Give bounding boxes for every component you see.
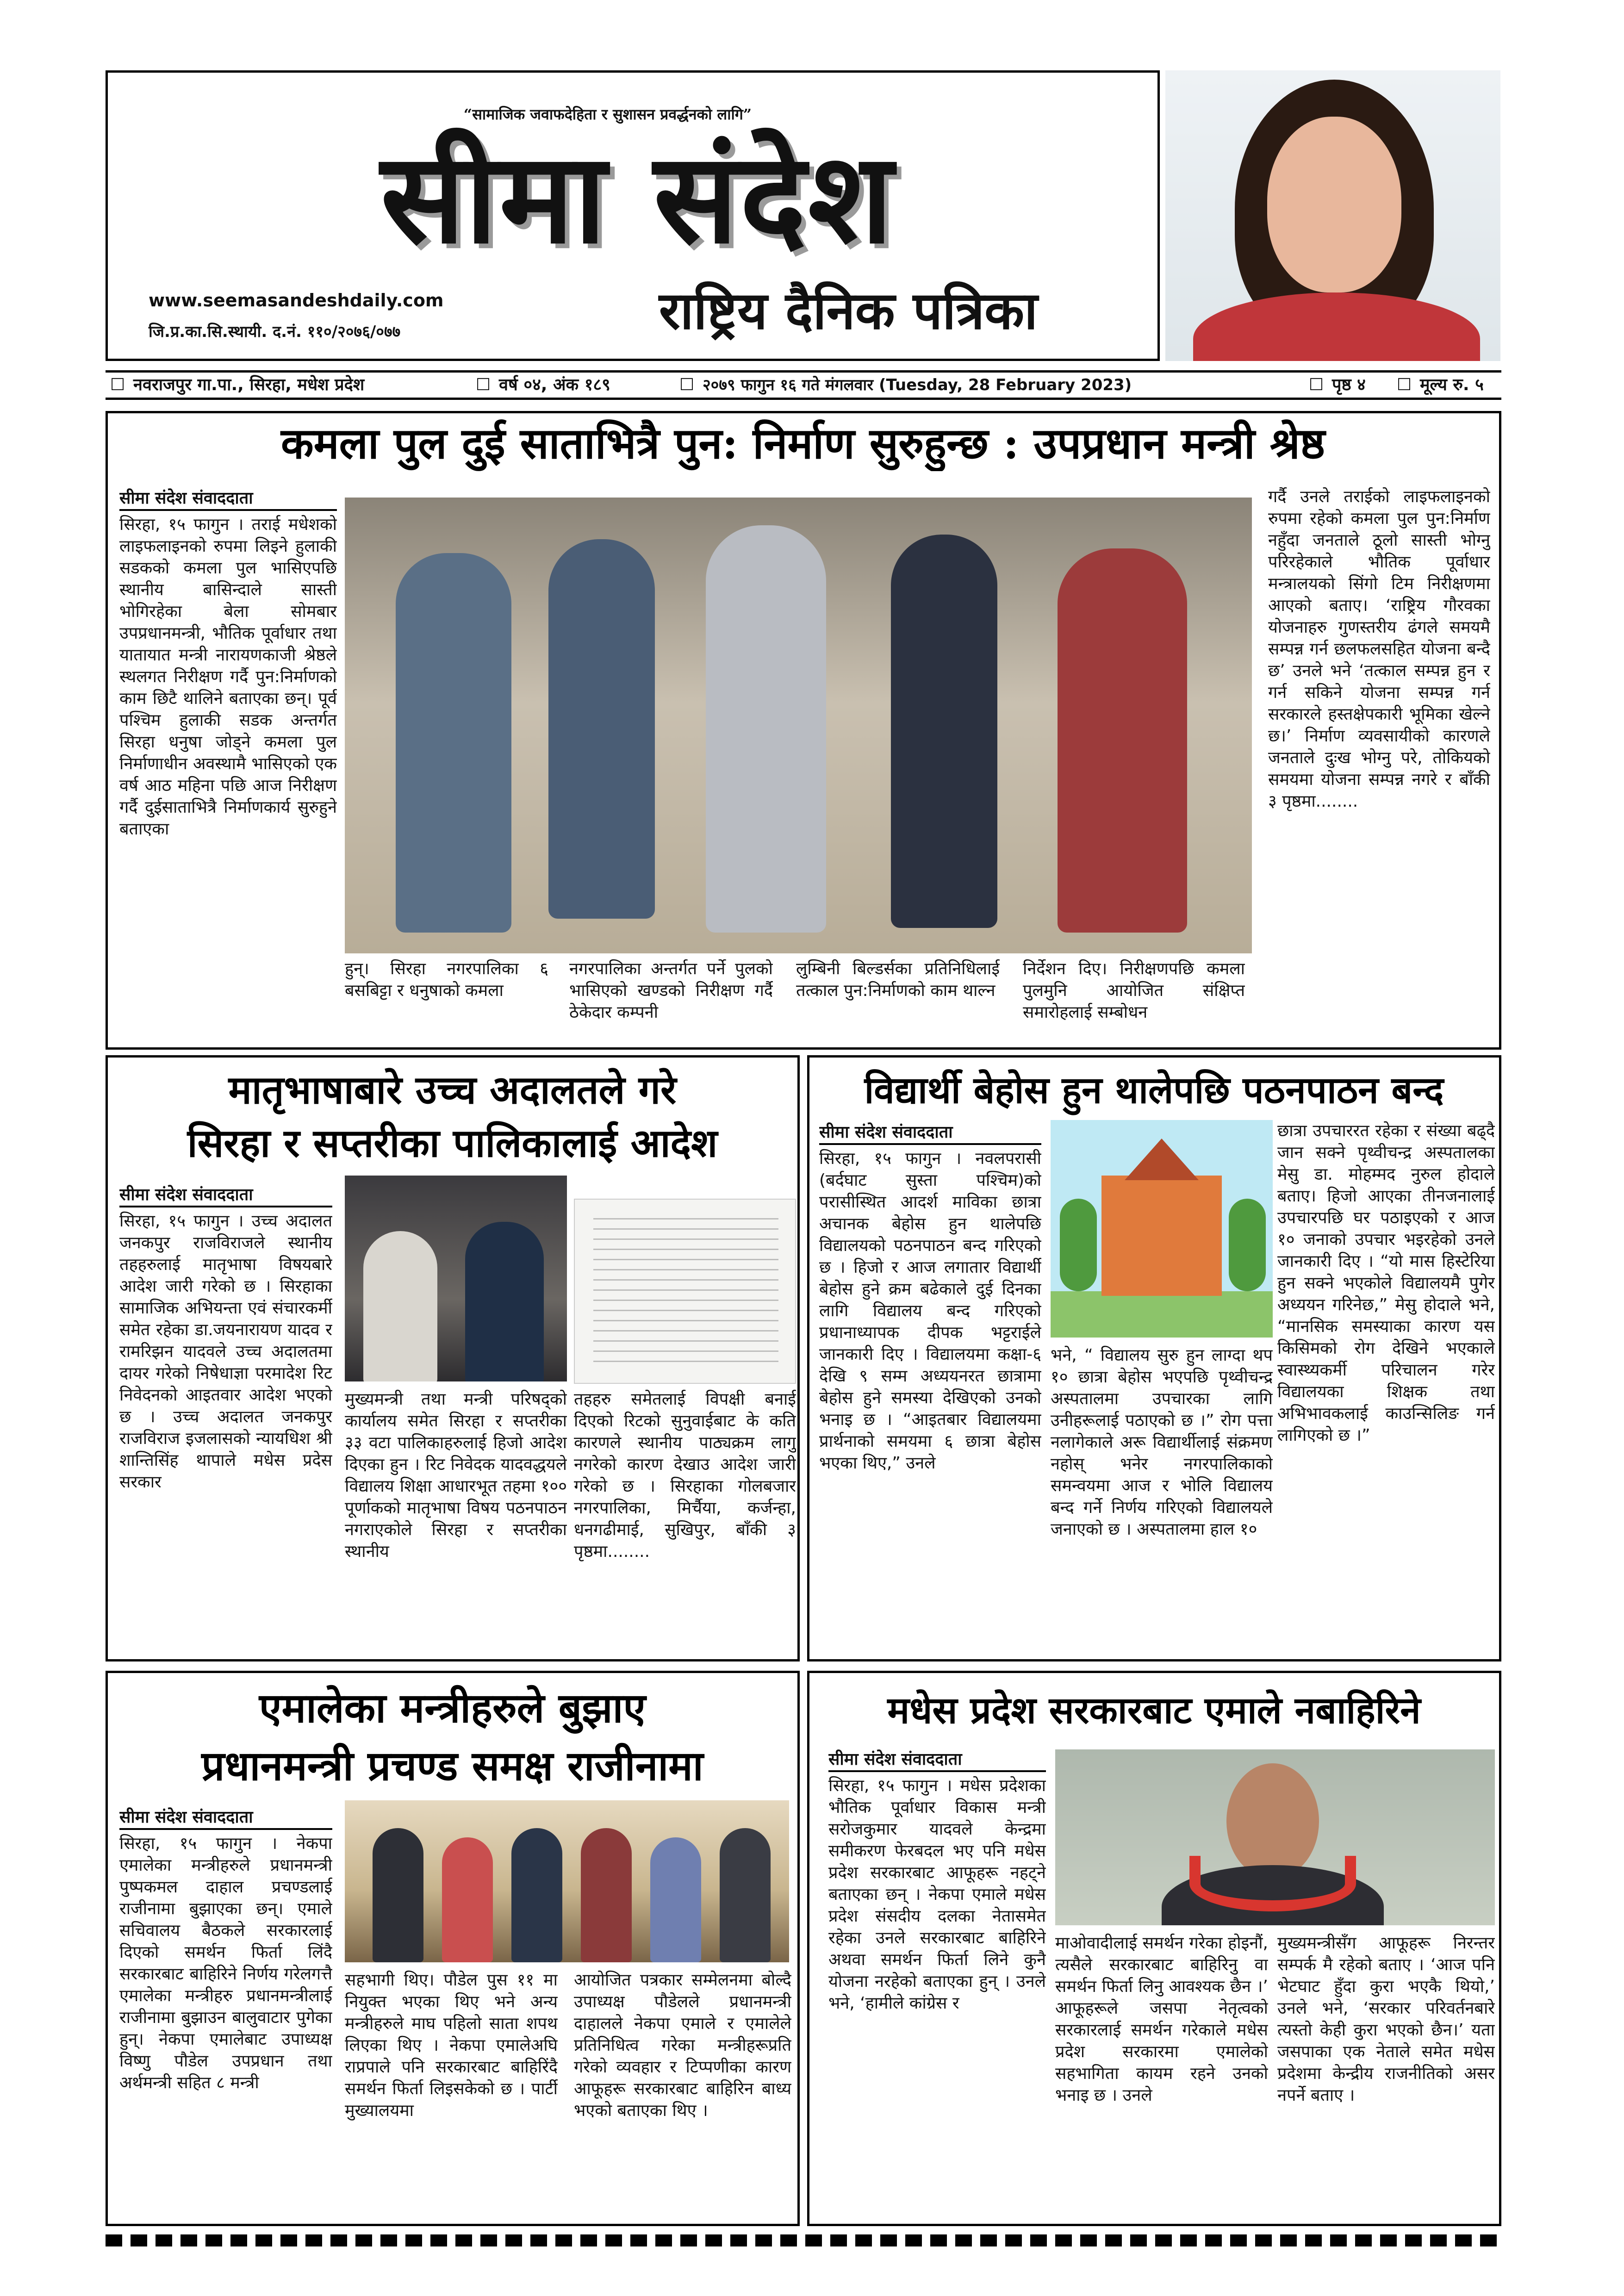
masthead-portrait-photo: [1165, 70, 1500, 361]
article-5-col-3: मुख्यमन्त्रीसँग आफूहरू निरन्तर सम्पर्क मै रहेको बताए । ‘आज पनि भेटघाट हुँदा कुरा भएकै थियो,’ उनले भने, ‘सरकार परिवर्तनबारे त्यस्तो केही कुरा भएको छैन।’ यता जसपाका एक नेताले समेत मधेस प्रदेशमा केन्द्रीय राजनीतिको असर नपर्ने बताए ।: [1277, 1934, 1495, 2105]
article-3-headline: विद्यार्थी बेहोस हुन थालेपछि पठनपाठन बन्द: [864, 1068, 1444, 1112]
illustration-building: [1101, 1176, 1222, 1296]
info-page: पृष्ठ ४: [1332, 375, 1366, 394]
photo-garland: [1189, 1856, 1356, 1911]
info-date: २०७९ फागुन १६ गते मंगलवार (Tuesday, 28 February 2023): [703, 376, 1132, 394]
article-1-col-1: सिरहा, १५ फागुन । तराई मधेशको लाइफलाइनको रुपमा लिइने हुलाकी सडकको कमला पुल भासिएपछि स्थानीय बासिन्दाले सास्ती भोगिरहेका बेला सोमबार उपप्रधानमन्त्री, भौतिक पूर्वाधार तथा यातायात मन्त्री नारायणकाजी श्रेष्ठले स्थलगत निरीक्षण गर्दै पुन:निर्माणको काम छिटै थालिने बताएका छन्। पूर्व पश्चिम हुलाकी सडक अन्तर्गत सिरहा धनुषा जोड्ने कमला पुल निर्माणाधीन अवस्थामै भासिएको एक वर्ष आठ महिना पछि आज निरीक्षण गर्दै दुईसाताभित्रै निर्माणकार्य सुरुहुने बताएका: [119, 515, 337, 839]
article-1-col-4: लुम्बिनी बिल्डर्सका प्रतिनिधिलाई तत्काल पुन:निर्माणको काम थाल्न: [796, 959, 1000, 1000]
illustration-ground: [1051, 1291, 1273, 1338]
bullet-icon: ☐: [110, 375, 125, 394]
article-3-col-1: सिरहा, १५ फागुन । नवलपरासी (बर्दघाट सुस्ता पश्चिम)को परासीस्थित आदर्श माविका छात्रा अचानक बेहोस हुन थालेपछि विद्यालयको पठनपाठन बन्द गरिएको छ । हिजो र आज लगातार विद्यार्थी बेहोस हुने क्रम बढेकाले दुई दिनका लागि विद्यालय बन्द गरिएको प्रधानाध्यापक दीपक भट्टराईले जानकारी दिए । विद्यालयमा कक्षा-६ देखि ९ सम्म अध्ययनरत छात्रामा बेहोस हुने समस्या देखिएको उनको भनाइ छ । “आइतबार विद्यालयमा प्रार्थनाको समयमा ६ छात्रा बेहोस भएका थिए,” उनले: [819, 1149, 1041, 1473]
article-2-photo-meeting: [345, 1176, 567, 1381]
article-3-col-3: छात्रा उपचाररत रहेका र संख्या बढ्दै जान सक्ने पृथ्वीचन्द्र अस्पतालका मेसु डा. मोहम्मद नुरुल होदाले बताए। हिजो आएका तीनजनालाई उपचारपछि घर पठाइएको र आज १० जनाको उपचार भइरहेको उनले जानकारी दिए । “यो मास हिस्टेरिया हुन सक्ने भएकोले विद्यालयमै पुगेर अध्ययन गरिनेछ,” मेसु होदाले भने, “मानसिक समस्याका कारण यस किसिमको रोग देखिने भएकाले स्वास्थ्यकर्मी परिचालन गरेर विद्यालयका शिक्षक तथा अभिभावकलाई काउन्सिलिङ गर्न लागिएको छ ।”: [1277, 1121, 1495, 1445]
article-1-headline: कमला पुल दुई साताभित्रै पुन: निर्माण सुरुहुन्छ : उपप्रधान मन्त्री श्रेष्ठ: [280, 418, 1325, 468]
article-1-photo: [345, 498, 1252, 953]
illustration-roof: [1125, 1139, 1199, 1180]
photo-person: [363, 1231, 437, 1381]
masthead-website: www.seemasandeshdaily.com: [149, 290, 444, 311]
photo-person: [548, 539, 655, 919]
article-1-col-5: निर्देशन दिए। निरीक्षणपछि कमला पुलमुनि आयोजित संक्षिप्त समारोहलाई सम्बोधन: [1023, 959, 1245, 1022]
masthead-tagline: “सामाजिक जवाफदेहिता र सुशासन प्रवर्द्धनको लागि”: [463, 106, 752, 123]
photo-person: [720, 1828, 771, 1962]
photo-person: [511, 1828, 562, 1962]
photo-person: [1058, 548, 1187, 933]
illustration-tree: [1060, 1199, 1097, 1291]
article-4-col-2: सहभागी थिए। पौडेल पुस ११ मा नियुक्त भएका थिए भने अन्य मन्त्रीहरुले माघ पहिलो साता शपथ लिएका थिए । नेकपा एमालेअघि राप्रपाले पनि सरकारबाट बाहिरिंदै समर्थन फिर्ता लिइसकेको छ । पार्टी मुख्यालयमा: [345, 1971, 558, 2120]
masthead-subtitle: राष्ट्रिय दैनिक पत्रिका: [659, 280, 1038, 341]
article-5-headline: मधेस प्रदेश सरकारबाट एमाले नबाहिरिने: [887, 1688, 1421, 1732]
article-1-byline: सीमा संदेश संवाददाता: [119, 486, 337, 511]
article-2-col-2: मुख्यमन्त्री तथा मन्त्री परिषद्को कार्यालय समेत सिरहा र सप्तरीका ३३ वटा पालिकाहरुलाई हिजो आदेश दिएका हुन । रिट निवेदक यादवद्धयले विद्यालय शिक्षा आधारभूत तहमा १०० पूर्णाकको मातृभाषा विषय पठनपाठन नगराएकोले सिरहा र सप्तरीका स्थानीय: [345, 1390, 567, 1561]
masthead-title: सीमा संदेश: [380, 124, 895, 271]
article-2-col-1: सिरहा, १५ फागुन । उच्च अदालत जनकपुर राजविराजले स्थानीय तहहरुलाई मातृभाषा विषयबारे आदेश जारी गरेको छ । सिरहाका सामाजिक अभियन्ता एवं संचारकर्मी समेत रहेका डा.जयनारायण यादव र रामरिझन यादवले उच्च अदालतमा दायर गरेको निषेधाज्ञा परमादेश रिट निवेदनको आइतवार आदेश भएको छ । उच्च अदालत जनकपुर राजविराज इजलासको न्यायधिश श्री शान्तिसिंह थापाले मधेस प्रदेस सरकार: [119, 1212, 332, 1492]
article-5-col-2: माओवादीलाई समर्थन गरेका होइनौं, त्यसैले सरकारबाट बाहिरिनु वा समर्थन फिर्ता लिनु आवश्यक छैन ।’ आफूहरूले जसपा नेतृत्वको सरकारलाई समर्थन गरेकाले मधेस प्रदेश सरकारमा एमालेको सहभागिता कायम रहने उनको भनाइ छ । उनले: [1055, 1934, 1268, 2105]
article-3-byline: सीमा संदेश संवाददाता: [819, 1120, 1041, 1145]
article-4-headline-line-2: प्रधानमन्त्री प्रचण्ड समक्ष राजीनामा: [201, 1742, 703, 1790]
info-volume: वर्ष ०४, अंक १८९: [499, 375, 610, 394]
bullet-icon: ☐: [1309, 375, 1324, 394]
article-1-col-3: नगरपालिका अन्तर्गत पर्ने पुलको भासिएको खण्डको निरीक्षण गर्दै ठेकेदार कम्पनी: [569, 959, 773, 1022]
photo-person: [442, 1837, 493, 1962]
illustration-tree: [1229, 1199, 1266, 1291]
info-bar: [106, 370, 1501, 400]
article-4-photo: [345, 1800, 789, 1962]
masthead-registration: जि.प्र.का.सि.स्थायी. द.नं. ११०/२०७६/०७७: [149, 323, 401, 341]
masthead: [106, 70, 1160, 361]
bullet-icon: ☐: [679, 375, 695, 394]
article-2-photo-court-order: [574, 1199, 796, 1384]
article-5-photo: [1055, 1749, 1495, 1925]
article-3-school-illustration: [1051, 1120, 1273, 1338]
photo-person: [891, 535, 997, 928]
portrait-face: [1267, 117, 1401, 292]
bullet-icon: ☐: [1397, 375, 1412, 394]
article-1-col-6: गर्दै उनले तराईको लाइफलाइनको रुपमा रहेको कमला पुल पुन:निर्माण नहुँदा जनताले ठूलो सास्ती भोग्नु परिरहेकाले भौतिक पूर्वाधार मन्त्रालयको सिंगो टिम निरीक्षणमा आएको बताए। ‘राष्ट्रिय गौरवका योजनाहरु गुणस्तरीय ढंगले समयमै सम्पन्न गर्न छलफलसहित योजना बन्दै छ’ उनले भने ‘तत्काल सम्पन्न हुन र गर्न सकिने योजना सम्पन्न गर्न सरकारले हस्तक्षेपकारी भूमिका खेल्ने छ।’ निर्माण व्यवसायीको कारणले जनताले दुःख भोग्नु परे, तोकियको समयमा योजना सम्पन्न नगरे र बाँकी ३ पृष्ठमा........: [1268, 487, 1490, 811]
photo-person: [465, 1222, 544, 1381]
article-5-col-1: सिरहा, १५ फागुन । मधेस प्रदेशका भौतिक पूर्वाधार विकास मन्त्री सरोजकुमार यादवले केन्द्रमा समीकरण फेरबदल भए पनि मधेस प्रदेश सरकारबाट आफूहरू नहट्ने बताएका छन् । नेकपा एमाले मधेस प्रदेश संसदीय दलका नेतासमेत रहेका उनले सरकारबाट बाहिरिने अथवा समर्थन फिर्ता लिने कुनै योजना नरहेको बताएका हुन् । उनले भने, ‘हामीले कांग्रेस र: [828, 1776, 1046, 2013]
bullet-icon: ☐: [476, 375, 491, 394]
article-5-byline: सीमा संदेश संवाददाता: [828, 1747, 1046, 1772]
info-price: मूल्य रु. ५: [1420, 375, 1484, 394]
article-4-col-3: आयोजित पत्रकार सम्मेलनमा बोल्दै उपाध्यक्ष पौडेलले प्रधानमन्त्री दाहालले नेकपा एमाले र एमालेले प्रतिनिधित्व गरेका मन्त्रीहरूप्रति गरेको व्यवहार र टिप्पणीका कारण आफूहरू सरकारबाट बाहिरिन बाध्य भएको बताएका थिए ।: [574, 1971, 791, 2120]
article-4-headline-line-1: एमालेका मन्त्रीहरुले बुझाए: [259, 1684, 646, 1732]
info-address: नवराजपुर गा.पा., सिरहा, मधेश प्रदेश: [133, 375, 365, 394]
photo-person: [396, 553, 511, 933]
document-lines: [593, 1218, 778, 1366]
photo-person: [373, 1828, 423, 1962]
portrait-shoulders: [1193, 292, 1480, 361]
article-2-col-3: तहहरु समेतलाई विपक्षी बनाई दिएको रिटको सुनुवाईबाट के कति कारणले स्थानीय पाठ्यक्रम लागु नगरेको कारण देखाउ आदेश जारी गरेको छ । सिरहाका गोलबजार नगरपालिका, मिर्चैया, कर्जन्हा, धनगढीमाई, सुखिपुर, बाँकी ३ पृष्ठमा........: [574, 1390, 796, 1561]
photo-person: [650, 1837, 701, 1962]
article-4-byline: सीमा संदेश संवाददाता: [119, 1805, 332, 1830]
article-1-col-2: हुन्। सिरहा नगरपालिका ६ बसबिट्टा र धनुषाको कमला: [345, 959, 548, 1000]
article-2-headline-line-2: सिरहा र सप्तरीका पालिकालाई आदेश: [187, 1120, 718, 1166]
article-3-col-2: भने, “ विद्यालय सुरु हुन लाग्दा थप १० छात्रा बेहोस भएपछि पृथ्वीचन्द्र अस्पतालमा उपचारका लागि उनीहरूलाई पठाएको छ ।” रोग पत्ता नलागेकाले अरू विद्यार्थीलाई संक्रमण नहोस् भनेर नगरपालिकाको समन्वयमा आज र भोलि विद्यालय बन्द गर्ने निर्णय गरिएको विद्यालयले जनाएको छ । अस्पतालमा हाल १०: [1051, 1346, 1273, 1539]
photo-person: [706, 525, 826, 933]
article-2-headline-line-1: मातृभाषाबारे उच्च अदालतले गरे: [228, 1067, 677, 1113]
photo-person: [581, 1828, 632, 1962]
article-4-col-1: सिरहा, १५ फागुन । नेकपा एमालेका मन्त्रीहरुले प्रधानमन्त्री पुष्पकमल दाहाल प्रचण्डलाई राजीनामा बुझाएका छन्। एमाले सचिवालय बैठकले सरकारलाई दिएको समर्थन फिर्ता लिंदै सरकारबाट बाहिरिने निर्णय गरेलगत्तै एमालेका मन्त्रीहरु प्रधानमन्त्रीलाई राजीनामा बुझाउन बालुवाटार पुगेका हुन्। नेकपा एमालेबाट उपाध्यक्ष विष्णु पौडेल उपप्रधान तथा अर्थमन्त्री सहित ८ मन्त्री: [119, 1834, 332, 2092]
article-2-byline: सीमा संदेश संवाददाता: [119, 1182, 332, 1207]
footer-rule: [106, 2234, 1501, 2246]
